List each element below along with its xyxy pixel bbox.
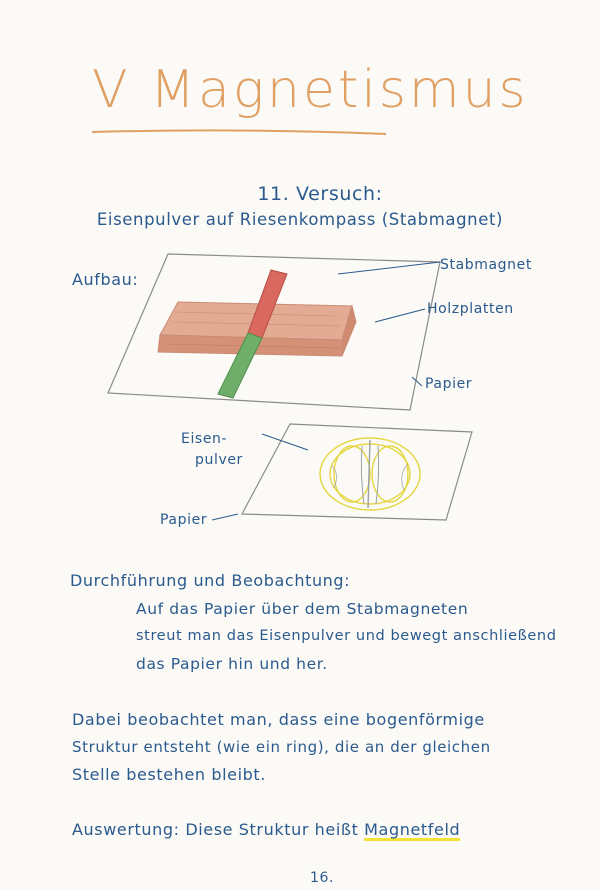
procedure-heading: Durchführung und Beobachtung:	[70, 571, 351, 590]
iron-filings-pattern	[320, 438, 420, 510]
leader-papier-2	[212, 514, 238, 520]
label-holzplatten: Holzplatten	[427, 301, 514, 317]
procedure-line-3: das Papier hin und her.	[136, 655, 328, 673]
observation-line-2: Struktur entsteht (wie ein ring), die an der gleichen	[72, 738, 491, 756]
observation-line-1: Dabei beobachtet man, dass eine bogenförmige	[72, 710, 485, 729]
label-papier: Papier	[425, 376, 473, 392]
leader-eisenpulver	[262, 434, 308, 450]
paper-sheet-2	[242, 424, 472, 520]
chapter-title: V Magnetismus	[92, 60, 529, 120]
leader-holzplatten	[375, 309, 425, 322]
setup-label: Aufbau:	[72, 270, 139, 289]
label-papier-2: Papier	[160, 512, 208, 528]
label-eisenpulver-2: pulver	[195, 452, 243, 468]
evaluation-line	[72, 820, 460, 839]
evaluation-prefix: Auswertung: Diese Struktur heißt	[72, 820, 359, 839]
leader-stabmagnet	[338, 262, 440, 274]
label-stabmagnet: Stabmagnet	[440, 257, 532, 273]
procedure-line-1: Auf das Papier über dem Stabmagneten	[136, 600, 469, 618]
experiment-subtitle: Eisenpulver auf Riesenkompass (Stabmagnet)	[96, 210, 504, 229]
label-eisenpulver-1: Eisen-	[181, 431, 228, 447]
evaluation-term: Magnetfeld	[364, 820, 461, 839]
page-number: 16.	[310, 870, 335, 886]
experiment-number: 11. Versuch:	[257, 183, 383, 205]
procedure-line-2: streut man das Eisenpulver und bewegt anschließend	[136, 628, 557, 644]
observation-line-3: Stelle bestehen bleibt.	[72, 765, 266, 784]
